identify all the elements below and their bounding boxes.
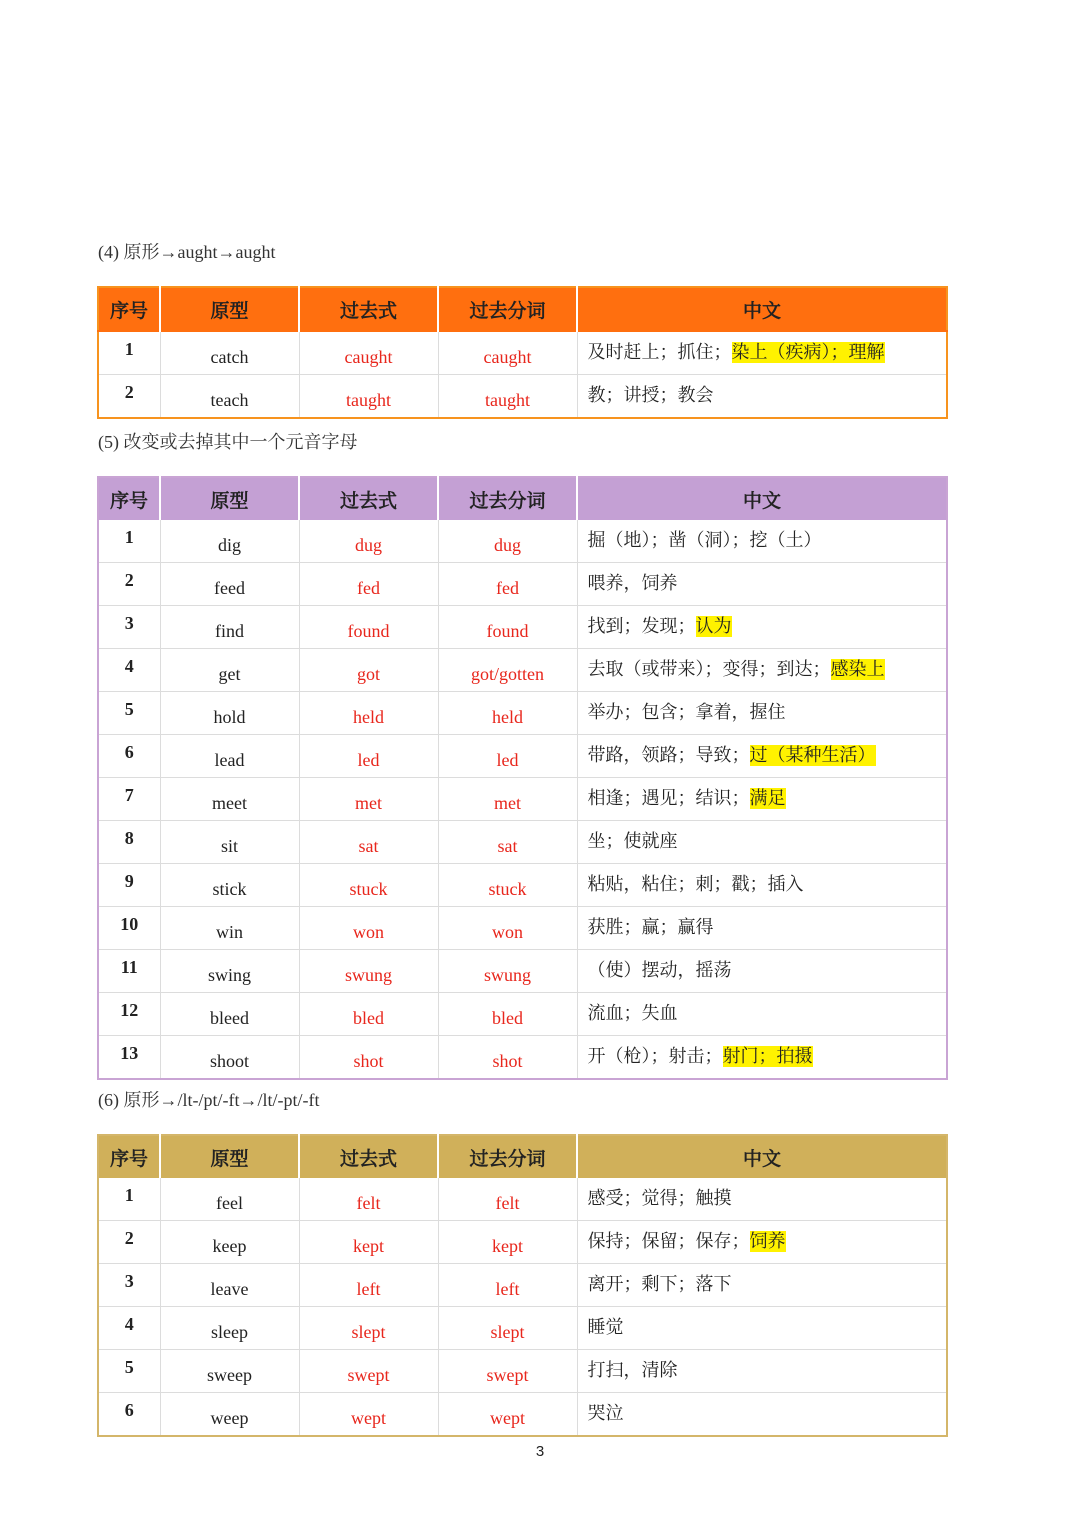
base-form-cell: swing (160, 950, 299, 993)
base-form-cell: stick (160, 864, 299, 907)
table-row (98, 331, 947, 375)
past-participle-cell: led (438, 735, 577, 778)
meaning-text: 哭泣 (587, 1403, 624, 1424)
past-tense-cell: stuck (299, 864, 438, 907)
meaning-text: 获胜；赢；赢得 (587, 917, 714, 938)
header-chinese: 中文 (577, 477, 947, 520)
past-participle-cell: met (438, 778, 577, 821)
past-tense-cell: swept (299, 1350, 438, 1393)
header-past-tense: 过去式 (299, 1135, 438, 1178)
past-participle-cell: sat (438, 821, 577, 864)
base-form-cell: weep (160, 1393, 299, 1437)
chinese-meaning-cell (577, 821, 947, 864)
meaning-text: 举办；包含；拿着，握住 (587, 702, 786, 723)
base-form-cell: bleed (160, 993, 299, 1036)
table-row (98, 907, 947, 950)
row-number: 2 (98, 375, 160, 419)
chinese-meaning-cell (577, 331, 947, 375)
past-participle-cell: kept (438, 1221, 577, 1264)
past-participle-cell: taught (438, 375, 577, 419)
past-participle-cell: stuck (438, 864, 577, 907)
verb-table-aught (97, 286, 948, 419)
table-row (98, 1393, 947, 1437)
table-row (98, 735, 947, 778)
base-form-cell: catch (160, 331, 299, 375)
table-row (98, 778, 947, 821)
row-number: 12 (98, 993, 160, 1036)
chinese-meaning-cell (577, 375, 947, 419)
table-row (98, 1221, 947, 1264)
table-header-row (98, 477, 947, 520)
past-participle-cell: found (438, 606, 577, 649)
past-tense-cell: taught (299, 375, 438, 419)
meaning-text: 保持；保留；保存； (587, 1231, 750, 1252)
meaning-text: 相逢；遇见；结识； (587, 788, 750, 809)
base-form-cell: feed (160, 563, 299, 606)
past-tense-cell: caught (299, 331, 438, 375)
section-heading-4: (4) 原形→aught→aught (98, 242, 276, 262)
base-form-cell: sit (160, 821, 299, 864)
highlighted-meaning: 满足 (749, 788, 786, 809)
meaning-text: 掘（地）；凿（洞）；挖（土） (587, 530, 822, 551)
row-number: 3 (98, 606, 160, 649)
past-participle-cell: slept (438, 1307, 577, 1350)
past-participle-cell: swept (438, 1350, 577, 1393)
meaning-text: 粘贴，粘住；刺；戳；插入 (587, 874, 804, 895)
header-chinese: 中文 (577, 287, 947, 331)
chinese-meaning-cell (577, 907, 947, 950)
meaning-text: （使）摆动，摇荡 (587, 960, 732, 981)
base-form-cell: shoot (160, 1036, 299, 1080)
base-form-cell: hold (160, 692, 299, 735)
base-form-cell: teach (160, 375, 299, 419)
header-past-tense: 过去式 (299, 287, 438, 331)
table-row (98, 1036, 947, 1080)
past-participle-cell: held (438, 692, 577, 735)
header-number: 序号 (98, 287, 160, 331)
verb-table-lt-pt-ft (97, 1134, 948, 1437)
chinese-meaning-cell (577, 1178, 947, 1221)
row-number: 10 (98, 907, 160, 950)
meaning-text: 睡觉 (587, 1317, 624, 1338)
past-participle-cell: caught (438, 331, 577, 375)
past-tense-cell: wept (299, 1393, 438, 1437)
chinese-meaning-cell (577, 993, 947, 1036)
chinese-meaning-cell (577, 520, 947, 563)
past-tense-cell: led (299, 735, 438, 778)
highlighted-meaning: 射门；拍摄 (722, 1046, 813, 1067)
row-number: 1 (98, 520, 160, 563)
header-past-participle: 过去分词 (438, 477, 577, 520)
past-tense-cell: fed (299, 563, 438, 606)
past-tense-cell: shot (299, 1036, 438, 1080)
row-number: 9 (98, 864, 160, 907)
past-tense-cell: swung (299, 950, 438, 993)
past-participle-cell: dug (438, 520, 577, 563)
table-row (98, 520, 947, 563)
table-row (98, 1178, 947, 1221)
base-form-cell: keep (160, 1221, 299, 1264)
past-tense-cell: kept (299, 1221, 438, 1264)
section-heading-6: (6) 原形→/lt-/pt/-ft→/lt/-pt/-ft (98, 1090, 320, 1110)
past-participle-cell: swung (438, 950, 577, 993)
row-number: 6 (98, 735, 160, 778)
header-past-tense: 过去式 (299, 477, 438, 520)
table-row (98, 864, 947, 907)
table-row (98, 692, 947, 735)
header-chinese: 中文 (577, 1135, 947, 1178)
past-participle-cell: bled (438, 993, 577, 1036)
past-tense-cell: found (299, 606, 438, 649)
header-base-form: 原型 (160, 477, 299, 520)
chinese-meaning-cell (577, 606, 947, 649)
verb-table-vowel-change (97, 476, 948, 1080)
row-number: 1 (98, 331, 160, 375)
chinese-meaning-cell (577, 563, 947, 606)
past-tense-cell: sat (299, 821, 438, 864)
table-header-row (98, 287, 947, 331)
table-row (98, 606, 947, 649)
row-number: 1 (98, 1178, 160, 1221)
base-form-cell: find (160, 606, 299, 649)
chinese-meaning-cell (577, 778, 947, 821)
table-row (98, 950, 947, 993)
highlighted-meaning: 染上（疾病）；理解 (731, 342, 885, 363)
table-row (98, 1350, 947, 1393)
row-number: 3 (98, 1264, 160, 1307)
chinese-meaning-cell (577, 1393, 947, 1437)
header-past-participle: 过去分词 (438, 1135, 577, 1178)
meaning-text: 流血；失血 (587, 1003, 678, 1024)
past-participle-cell: wept (438, 1393, 577, 1437)
table-row (98, 1307, 947, 1350)
meaning-text: 找到；发现； (587, 616, 696, 637)
base-form-cell: sleep (160, 1307, 299, 1350)
past-participle-cell: left (438, 1264, 577, 1307)
header-number: 序号 (98, 1135, 160, 1178)
base-form-cell: leave (160, 1264, 299, 1307)
row-number: 4 (98, 649, 160, 692)
chinese-meaning-cell (577, 735, 947, 778)
row-number: 2 (98, 563, 160, 606)
chinese-meaning-cell (577, 692, 947, 735)
chinese-meaning-cell (577, 1307, 947, 1350)
table-row (98, 375, 947, 419)
base-form-cell: dig (160, 520, 299, 563)
meaning-text: 离开；剩下；落下 (587, 1274, 732, 1295)
past-tense-cell: bled (299, 993, 438, 1036)
chinese-meaning-cell (577, 1036, 947, 1080)
base-form-cell: feel (160, 1178, 299, 1221)
meaning-text: 感受；觉得；触摸 (587, 1188, 732, 1209)
header-base-form: 原型 (160, 1135, 299, 1178)
base-form-cell: sweep (160, 1350, 299, 1393)
table-header-row (98, 1135, 947, 1178)
table-row (98, 821, 947, 864)
base-form-cell: win (160, 907, 299, 950)
row-number: 13 (98, 1036, 160, 1080)
chinese-meaning-cell (577, 864, 947, 907)
header-number: 序号 (98, 477, 160, 520)
past-tense-cell: felt (299, 1178, 438, 1221)
row-number: 6 (98, 1393, 160, 1437)
base-form-cell: meet (160, 778, 299, 821)
highlighted-meaning: 饲养 (749, 1231, 786, 1252)
row-number: 8 (98, 821, 160, 864)
past-participle-cell: felt (438, 1178, 577, 1221)
past-tense-cell: dug (299, 520, 438, 563)
chinese-meaning-cell (577, 649, 947, 692)
meaning-text: 带路，领路；导致； (587, 745, 750, 766)
highlighted-meaning: 认为 (695, 616, 732, 637)
base-form-cell: get (160, 649, 299, 692)
past-tense-cell: held (299, 692, 438, 735)
meaning-text: 打扫，清除 (587, 1360, 678, 1381)
meaning-text: 及时赶上；抓住； (587, 342, 732, 363)
section-heading-5: (5) 改变或去掉其中一个元音字母 (98, 432, 358, 452)
page-number: 3 (535, 1443, 545, 1460)
row-number: 5 (98, 692, 160, 735)
chinese-meaning-cell (577, 950, 947, 993)
header-past-participle: 过去分词 (438, 287, 577, 331)
row-number: 11 (98, 950, 160, 993)
past-tense-cell: won (299, 907, 438, 950)
table-row (98, 993, 947, 1036)
table-row (98, 1264, 947, 1307)
chinese-meaning-cell (577, 1221, 947, 1264)
row-number: 5 (98, 1350, 160, 1393)
highlighted-meaning: 感染上 (830, 659, 885, 680)
header-base-form: 原型 (160, 287, 299, 331)
past-tense-cell: met (299, 778, 438, 821)
chinese-meaning-cell (577, 1350, 947, 1393)
meaning-text: 去取（或带来）；变得；到达； (587, 659, 831, 680)
table-row (98, 563, 947, 606)
meaning-text: 开（枪）；射击； (587, 1046, 723, 1067)
base-form-cell: lead (160, 735, 299, 778)
row-number: 7 (98, 778, 160, 821)
past-participle-cell: fed (438, 563, 577, 606)
meaning-text: 教；讲授；教会 (587, 385, 714, 406)
table-row (98, 649, 947, 692)
past-tense-cell: got (299, 649, 438, 692)
past-participle-cell: got/gotten (438, 649, 577, 692)
highlighted-meaning: 过（某种生活） (749, 745, 876, 766)
past-tense-cell: left (299, 1264, 438, 1307)
row-number: 2 (98, 1221, 160, 1264)
chinese-meaning-cell (577, 1264, 947, 1307)
past-tense-cell: slept (299, 1307, 438, 1350)
row-number: 4 (98, 1307, 160, 1350)
past-participle-cell: won (438, 907, 577, 950)
meaning-text: 喂养，饲养 (587, 573, 678, 594)
past-participle-cell: shot (438, 1036, 577, 1080)
meaning-text: 坐；使就座 (587, 831, 678, 852)
